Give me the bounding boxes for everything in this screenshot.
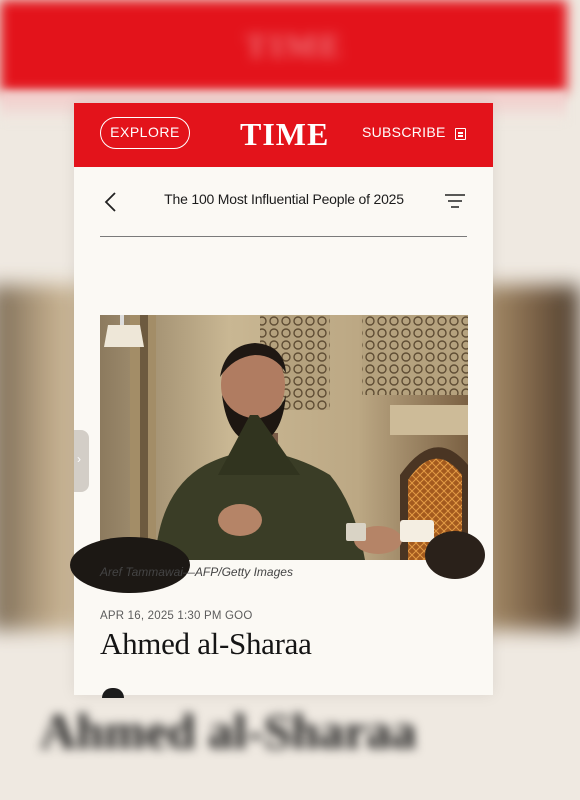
subscribe-link[interactable]: SUBSCRIBE — [362, 124, 446, 140]
header-divider — [100, 236, 467, 237]
article-headline: Ahmed al-Sharaa — [100, 626, 312, 661]
article-card — [74, 103, 493, 695]
explore-button[interactable]: EXPLORE — [100, 117, 190, 149]
magazine-icon[interactable] — [455, 128, 466, 140]
blurred-headline: Ahmed al-Sharaa — [40, 703, 417, 759]
masthead — [74, 103, 493, 167]
list-title: The 100 Most Influential People of 2025 — [164, 191, 404, 207]
filter-lines-icon[interactable] — [444, 193, 466, 209]
blurred-logo: TIME — [245, 28, 344, 65]
side-tab[interactable] — [74, 430, 89, 492]
blurred-photo-right — [480, 285, 580, 630]
next-section-cutoff — [102, 688, 124, 698]
chevron-right-icon: › — [77, 452, 81, 466]
blurred-masthead — [0, 0, 567, 92]
photo-caption: Aref Tammawai—AFP/Getty Images — [100, 565, 293, 579]
time-logo[interactable]: TIME — [240, 116, 330, 152]
chevron-left-icon[interactable] — [102, 191, 120, 213]
article-dateline: APR 16, 2025 1:30 PM GOO — [100, 610, 253, 622]
article-photo — [100, 315, 468, 560]
